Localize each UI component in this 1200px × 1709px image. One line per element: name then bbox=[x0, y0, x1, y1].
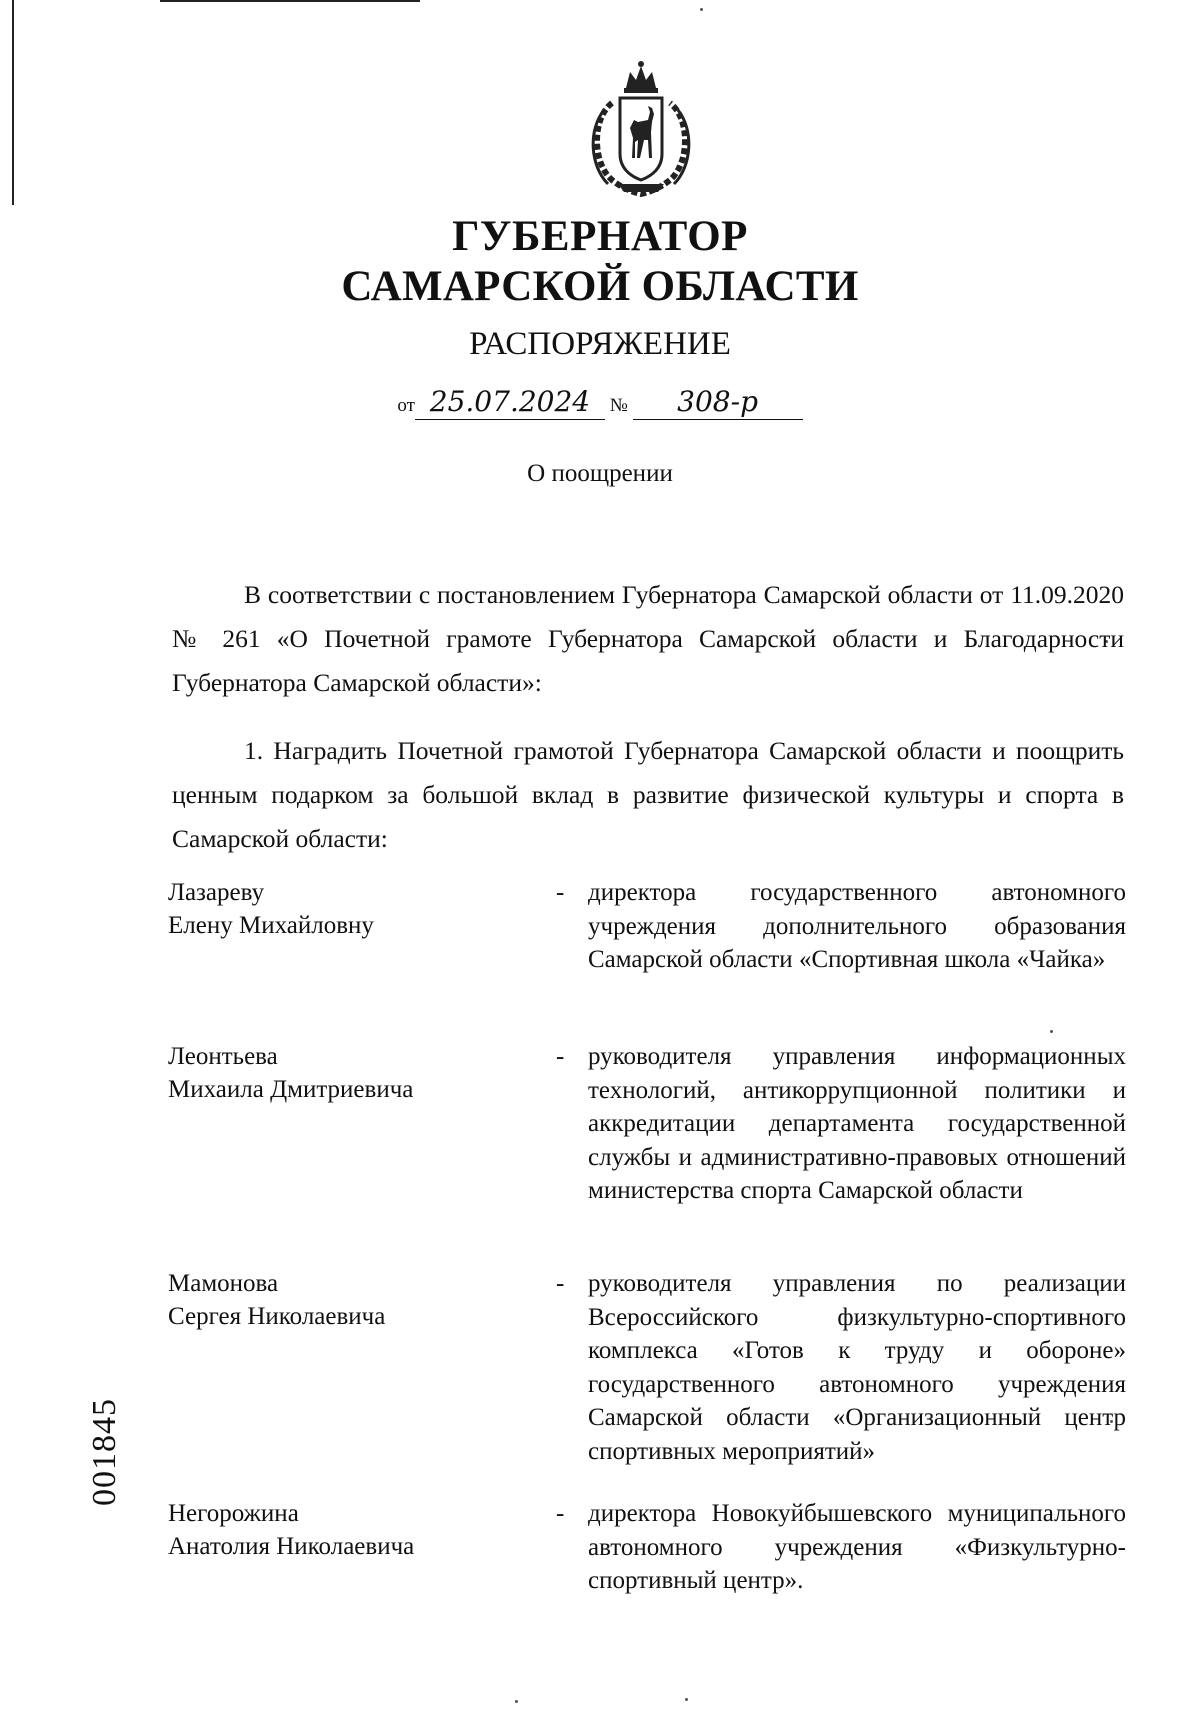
awardee-position: директора государственного автономного учреждения дополнительного образования Самарской области «Спортивная школа «Чайка» bbox=[588, 879, 1126, 973]
number-label: № bbox=[609, 395, 628, 416]
awardee-position: директора Новокуйбышевского муниципального автономного учреждения «Физкультурно-спортивный центр». bbox=[588, 1500, 1126, 1594]
awardee-given-names: Михаила Дмитриевича bbox=[168, 1076, 414, 1103]
preamble-paragraph: В соответствии с постановлением Губернатора Самарской области от 11.09.2020 № 261 «О Почетной грамоте Губернатора Самарской области и Благодарности Губернатора Самарской области»: bbox=[172, 580, 1124, 697]
scan-edge-top bbox=[160, 0, 420, 2]
date-number-line bbox=[0, 385, 1200, 420]
awardee-name bbox=[168, 876, 508, 942]
awardee-dash: - bbox=[556, 879, 565, 906]
scan-speck bbox=[700, 8, 703, 11]
awardee-surname: Негорожина bbox=[168, 1500, 299, 1527]
awardee-given-names: Сергея Николаевича bbox=[168, 1303, 386, 1330]
awardee-surname: Леонтьева bbox=[168, 1043, 278, 1070]
document-date: 25.07.2024 bbox=[415, 385, 605, 420]
date-from-label: от bbox=[397, 395, 415, 416]
scan-speck bbox=[685, 1698, 688, 1701]
awardee-position: руководителя управления по реализации Всероссийского физкультурно-спортивного комплекса «Готов к труду и обороне» государственного автономного учреждения Самарской области «Организационный центр спортивных мероприятий» bbox=[588, 1270, 1126, 1465]
awardee-dash: - bbox=[556, 1500, 565, 1527]
awardee-given-names: Анатолия Николаевича bbox=[168, 1533, 415, 1560]
item-1-paragraph: 1. Наградить Почетной грамотой Губернатора Самарской области и поощрить ценным подарком за большой вклад в развитие физической культуры и спорта в Самарской области: bbox=[172, 736, 1124, 853]
document-type: РАСПОРЯЖЕНИЕ bbox=[469, 326, 731, 362]
scan-speck bbox=[1050, 1030, 1053, 1033]
scan-edge-left bbox=[12, 0, 14, 205]
issuer-title-line2: САМАРСКОЙ ОБЛАСТИ bbox=[341, 263, 859, 310]
awardee-dash: - bbox=[556, 1270, 565, 1297]
margin-serial-number: 001845 bbox=[86, 1398, 123, 1506]
scan-speck bbox=[515, 1700, 518, 1703]
awardee-name bbox=[168, 1497, 508, 1563]
awardee-position: руководителя управления информационных технологий, антикоррупционной политики и аккредитации департамента государственной службы и административно-правовых отношений министерства спорта Самарской области bbox=[588, 1043, 1126, 1204]
awardee-name bbox=[168, 1040, 508, 1106]
awardee-dash: - bbox=[556, 1043, 565, 1070]
document-number: 308-р bbox=[633, 385, 803, 420]
awardee-name bbox=[168, 1267, 508, 1333]
document-subject: О поощрении bbox=[527, 460, 673, 487]
awardee-given-names: Елену Михайловну bbox=[168, 912, 374, 939]
awardee-surname: Мамонова bbox=[168, 1270, 279, 1297]
coat-of-arms-icon bbox=[582, 58, 700, 198]
issuer-title-line1: ГУБЕРНАТОР bbox=[452, 213, 748, 260]
awardee-surname: Лазареву bbox=[168, 879, 265, 906]
